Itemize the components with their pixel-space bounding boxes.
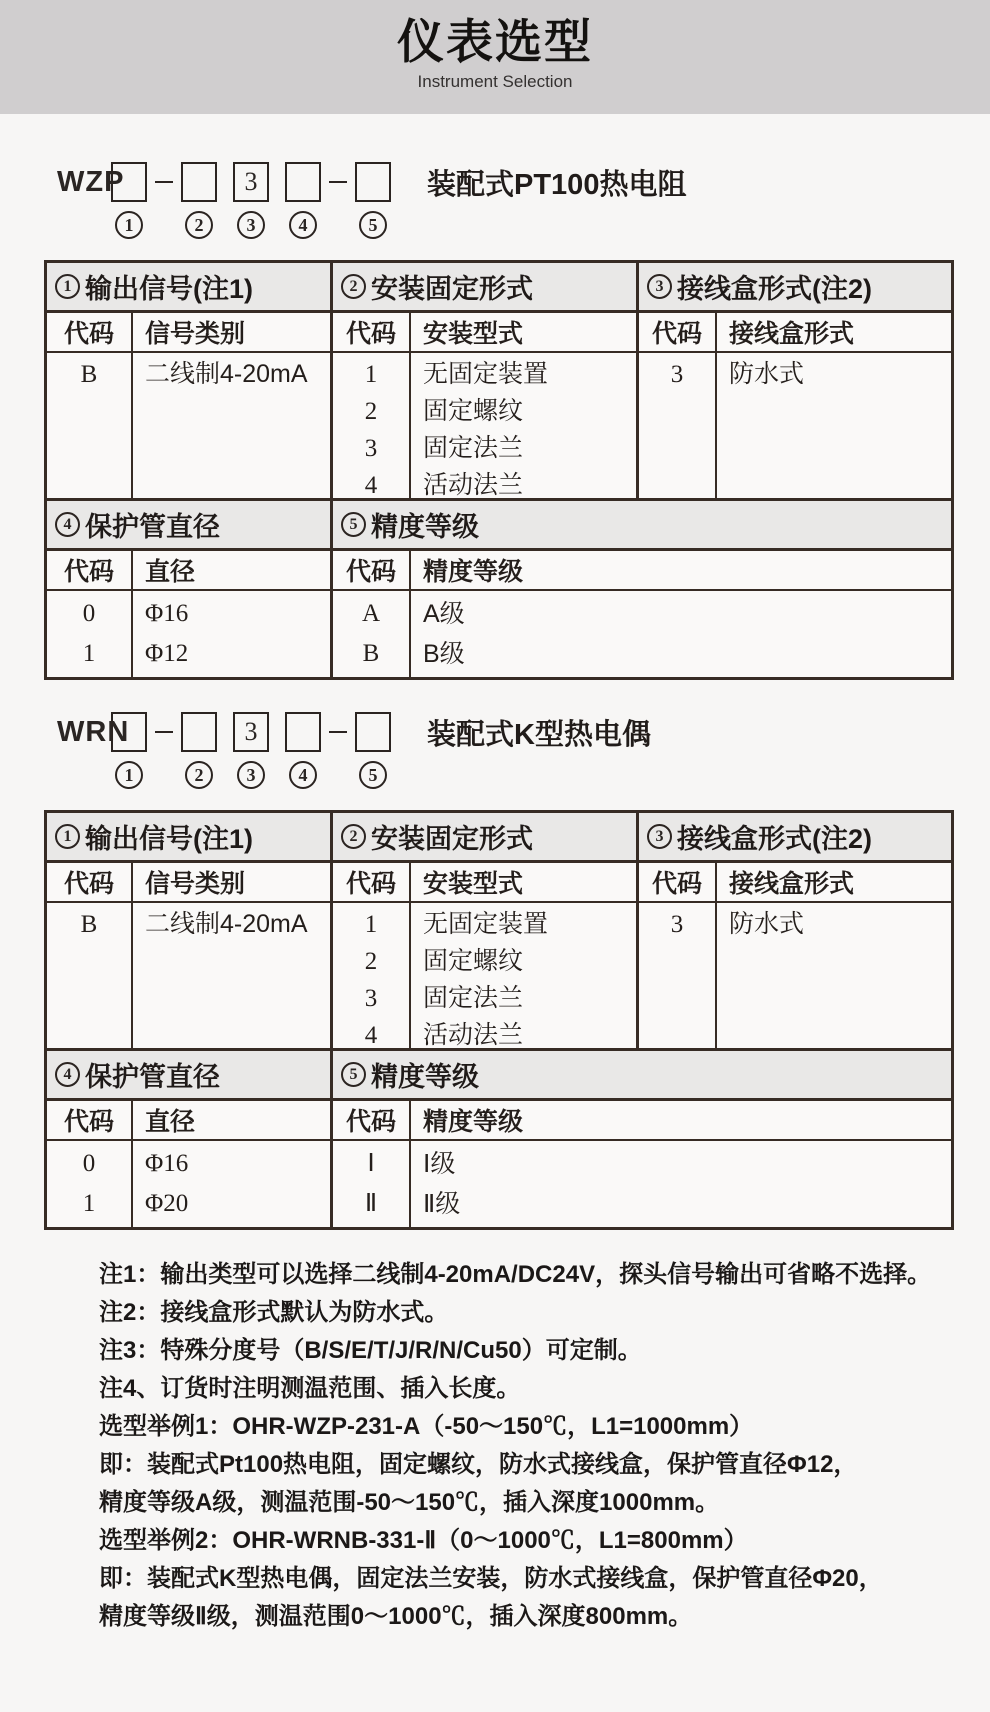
column-header-mount-type: 安装型式 xyxy=(411,863,639,903)
dash-icon xyxy=(155,731,173,733)
code-cell-signal: B xyxy=(47,903,133,1051)
column-header-code: 代码 xyxy=(333,313,411,353)
model-description: 装配式K型热电偶 xyxy=(427,718,651,751)
code-cell-signal: B xyxy=(47,353,133,501)
column-header-code: 代码 xyxy=(333,863,411,903)
position-number-row xyxy=(115,210,946,240)
note-line: 选型举例1：OHR-WZP-231-A（-50～150℃，L1=1000mm） xyxy=(99,1413,754,1440)
column-header-code: 代码 xyxy=(333,1101,411,1141)
dash-icon xyxy=(329,731,347,733)
page-subtitle: Instrument Selection xyxy=(417,72,573,91)
model-prefix: WZP xyxy=(57,165,125,198)
column-header-mount-type: 安装型式 xyxy=(411,313,639,353)
section-title-junction-box: 3 接线盒形式(注2) xyxy=(639,813,951,863)
dash-icon xyxy=(155,181,173,183)
value-cell-mount: 无固定装置 固定螺纹 固定法兰 活动法兰 xyxy=(411,353,639,501)
value-cell-signal: 二线制4-20mA xyxy=(133,353,333,501)
column-header-code: 代码 xyxy=(47,313,133,353)
section-title-accuracy: 5 精度等级 xyxy=(333,501,951,551)
dash-icon xyxy=(329,181,347,183)
circled-number-icon: 3 xyxy=(647,824,672,849)
model-box-1 xyxy=(111,162,147,202)
note-line: 即：装配式K型热电偶，固定法兰安装，防水式接线盒，保护管直径Φ20， xyxy=(99,1565,883,1592)
circled-number-icon: 1 xyxy=(55,824,80,849)
position-number-3: 3 xyxy=(237,211,265,239)
column-header-code: 代码 xyxy=(639,863,717,903)
value-cell-diameter: Φ16 Φ12 xyxy=(133,591,333,677)
model-box-5 xyxy=(355,712,391,752)
column-header-jbox-type: 接线盒形式 xyxy=(717,313,951,353)
value-cell-jbox: 防水式 xyxy=(717,353,951,501)
circled-number-icon: 4 xyxy=(55,1062,80,1087)
section-title-mounting: 2 安装固定形式 xyxy=(333,813,639,863)
model-code-line-wzp xyxy=(57,160,946,204)
model-box-5 xyxy=(355,162,391,202)
circled-number-icon: 2 xyxy=(341,274,366,299)
column-header-code: 代码 xyxy=(333,551,411,591)
model-box-4 xyxy=(285,162,321,202)
model-description: 装配式PT100热电阻 xyxy=(427,168,687,201)
position-number-2: 2 xyxy=(185,761,213,789)
column-header-signal-type: 信号类别 xyxy=(133,863,333,903)
column-header-code: 代码 xyxy=(47,863,133,903)
note-line: 注2：接线盒形式默认为防水式。 xyxy=(99,1299,449,1326)
code-cell-diameter: 0 1 xyxy=(47,591,133,677)
page-header xyxy=(0,0,990,114)
position-number-1: 1 xyxy=(115,761,143,789)
column-header-jbox-type: 接线盒形式 xyxy=(717,863,951,903)
column-header-accuracy: 精度等级 xyxy=(411,551,951,591)
page-content xyxy=(0,160,990,1636)
value-cell-diameter: Φ16 Φ20 xyxy=(133,1141,333,1227)
code-cell-jbox: 3 xyxy=(639,353,717,501)
note-line: 注1：输出类型可以选择二线制4-20mA/DC24V，探头信号输出可省略不选择。 xyxy=(99,1261,932,1288)
value-cell-signal: 二线制4-20mA xyxy=(133,903,333,1051)
section-title-output-signal: 1 输出信号(注1) xyxy=(47,263,333,313)
position-number-row xyxy=(115,760,946,790)
value-cell-jbox: 防水式 xyxy=(717,903,951,1051)
column-header-diameter: 直径 xyxy=(133,551,333,591)
selection-table-wrn xyxy=(44,810,954,1230)
code-cell-accuracy: Ⅰ Ⅱ xyxy=(333,1141,411,1227)
column-header-code: 代码 xyxy=(47,1101,133,1141)
code-cell-accuracy: A B xyxy=(333,591,411,677)
selection-table-wzp xyxy=(44,260,954,680)
position-number-5: 5 xyxy=(359,211,387,239)
section-title-output-signal: 1 输出信号(注1) xyxy=(47,813,333,863)
model-box-2 xyxy=(181,162,217,202)
value-cell-mount: 无固定装置 固定螺纹 固定法兰 活动法兰 xyxy=(411,903,639,1051)
section-title-junction-box: 3 接线盒形式(注2) xyxy=(639,263,951,313)
column-header-signal-type: 信号类别 xyxy=(133,313,333,353)
section-title-tube-diameter: 4 保护管直径 xyxy=(47,501,333,551)
model-prefix: WRN xyxy=(57,715,130,748)
section-title-mounting: 2 安装固定形式 xyxy=(333,263,639,313)
position-number-4: 4 xyxy=(289,211,317,239)
circled-number-icon: 4 xyxy=(55,512,80,537)
code-cell-diameter: 0 1 xyxy=(47,1141,133,1227)
column-header-diameter: 直径 xyxy=(133,1101,333,1141)
model-box-3: 3 xyxy=(233,162,269,202)
notes-section xyxy=(99,1256,946,1636)
model-box-1 xyxy=(111,712,147,752)
position-number-5: 5 xyxy=(359,761,387,789)
circled-number-icon: 2 xyxy=(341,824,366,849)
model-box-4 xyxy=(285,712,321,752)
model-box-2 xyxy=(181,712,217,752)
note-line: 注4、订货时注明测温范围、插入长度。 xyxy=(99,1375,521,1402)
model-code-line-wrn xyxy=(57,710,946,754)
column-header-code: 代码 xyxy=(639,313,717,353)
circled-number-icon: 1 xyxy=(55,274,80,299)
circled-number-icon: 5 xyxy=(341,1062,366,1087)
circled-number-icon: 3 xyxy=(647,274,672,299)
value-cell-accuracy: Ⅰ级 Ⅱ级 xyxy=(423,1150,461,1218)
position-number-4: 4 xyxy=(289,761,317,789)
note-line: 精度等级Ⅱ级，测温范围0～1000℃，插入深度800mm。 xyxy=(99,1603,693,1630)
note-line: 选型举例2：OHR-WRNB-331-Ⅱ（0～1000℃，L1=800mm） xyxy=(99,1527,748,1554)
note-line: 即：装配式Pt100热电阻，固定螺纹，防水式接线盒，保护管直径Φ12， xyxy=(99,1451,858,1478)
model-box-3: 3 xyxy=(233,712,269,752)
code-cell-mount: 1 2 3 4 xyxy=(333,353,411,501)
note-line: 注3：特殊分度号（B/S/E/T/J/R/N/Cu50）可定制。 xyxy=(99,1337,642,1364)
column-header-code: 代码 xyxy=(47,551,133,591)
note-line: 精度等级A级，测温范围-50～150℃，插入深度1000mm。 xyxy=(99,1489,720,1516)
section-title-tube-diameter: 4 保护管直径 xyxy=(47,1051,333,1101)
position-number-2: 2 xyxy=(185,211,213,239)
column-header-accuracy: 精度等级 xyxy=(411,1101,951,1141)
code-cell-mount: 1 2 3 4 xyxy=(333,903,411,1051)
position-number-1: 1 xyxy=(115,211,143,239)
section-title-accuracy: 5 精度等级 xyxy=(333,1051,951,1101)
code-cell-jbox: 3 xyxy=(639,903,717,1051)
value-cell-accuracy: A级 B级 xyxy=(423,600,465,668)
position-number-3: 3 xyxy=(237,761,265,789)
circled-number-icon: 5 xyxy=(341,512,366,537)
page-title: 仪表选型 xyxy=(397,15,593,68)
